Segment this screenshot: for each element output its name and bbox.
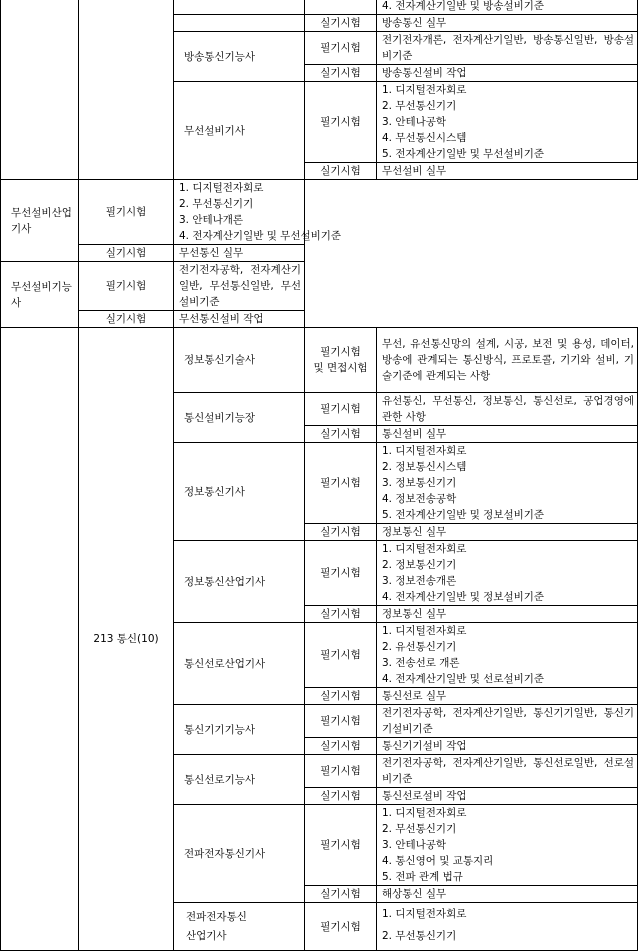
qual-name-cell: 정보통신기사 [174,443,305,541]
subject-item: 4. 통신영어 및 교통지리 [382,855,494,867]
exam-type-cell: 필기시험 [305,393,377,426]
exam-type-cell: 실기시험 [305,688,377,705]
subject-item: 1. 디지털전자회로 [382,625,467,637]
subject-item: 5. 전자계산기일반 및 정보설비기준 [382,509,545,521]
subject-cell: 전기전자공학, 전자계산기일반, 무선통신일반, 무선설비기준 [174,262,305,311]
subject-item: 3. 정보통신기기 [382,477,457,489]
subject-item: 2. 정보통신기기 [382,559,457,571]
subject-item: 5. 전파 관계 법규 [382,871,463,883]
qual-name-cell: 정보통신기술사 [174,328,305,393]
exam-type-cell: 실기시험 [305,426,377,443]
subject-item: 3. 안테나개론 [179,214,244,226]
exam-type-cell: 실기시험 [305,886,377,903]
subject-cell: 정보통신 실무 [377,524,638,541]
subject-item: 1. 디지털전자회로 [382,445,467,457]
exam-type-cell: 필기시험 [305,705,377,738]
subject-list-cell [174,180,342,245]
subject-list-cell [377,623,638,688]
subject-item: 2. 유선통신기기 [382,641,457,653]
qual-name-cell [174,903,305,951]
qual-name-cell: 정보통신산업기사 [174,541,305,623]
subject-list-cell [377,805,638,886]
subject-item: 1. 디지털전자회로 [382,807,467,819]
subject-cell: 전기전자공학, 전자계산기일반, 통신선로일반, 선로설비기준 [377,755,638,788]
subject-cell: 방송통신 실무 [377,15,638,32]
exam-type-cell: 실기시험 [79,245,174,262]
subject-cell: 해상통신 실무 [377,886,638,903]
subject-cell: 통신기기설비 작업 [377,738,638,755]
subject-cell: 전기전자개론, 전자계산기일반, 방송통신일반, 방송설비기준 [377,32,638,65]
subject-item: 1. 디지털전자회로 [179,182,264,194]
exam-type-cell [305,328,377,393]
exam-type-cell: 필기시험 [305,755,377,788]
exam-type-cell: 실기시험 [305,65,377,82]
exam-type-cell: 필기시험 [305,82,377,163]
subject-cell: 4. 전자계산기일반 및 방송설비기준 [377,0,638,15]
subject-list-cell [377,443,638,524]
exam-type-cell: 실기시험 [305,738,377,755]
subject-item: 3. 안테나공학 [382,839,447,851]
subject-list-cell [377,82,638,163]
category-cell: 213 통신(10) [79,328,174,951]
subject-cell: 통신선로 실무 [377,688,638,705]
subject-item: 4. 정보전송공학 [382,493,457,505]
subject-cell: 통신설비 실무 [377,426,638,443]
exam-type-cell: 필기시험 [79,180,174,245]
subject-cell: 유선통신, 무선통신, 정보통신, 통신선로, 공업경영에 관한 사항 [377,393,638,426]
subject-cell: 전기전자공학, 전자계산기일반, 통신기기일반, 통신기기설비기준 [377,705,638,738]
qual-name-cell: 무선설비기능사 [1,262,79,328]
subject-item: 2. 무선통신기기 [382,930,457,942]
qual-name-line: 전파전자통신 [186,910,247,923]
subject-item: 4. 무선통신시스템 [382,132,467,144]
subject-item: 2. 무선통신기기 [382,823,457,835]
qual-name-cell: 통신선로기능사 [174,755,305,805]
exam-type-cell: 필기시험 [79,262,174,311]
exam-type-cell: 실기시험 [79,311,174,328]
subject-item: 4. 전자계산기일반 및 정보설비기준 [382,591,545,603]
exam-type-cell: 실기시험 [305,524,377,541]
qual-name-cell: 무선설비산업기사 [1,180,79,262]
exam-type-cell: 필기시험 [305,443,377,524]
exam-type-label: 필기시험 [320,346,361,358]
subject-item: 3. 정보전송개론 [382,575,457,587]
subject-item: 2. 정보통신시스템 [382,461,467,473]
exam-type-cell: 실기시험 [305,15,377,32]
subject-item: 1. 디지털전자회로 [382,543,467,555]
exam-type-cell: 필기시험 [305,903,377,951]
qual-name-cell: 통신선로산업기사 [174,623,305,705]
subject-cell: 무선통신설비 작업 [174,311,305,328]
subject-item: 3. 안테나공학 [382,116,447,128]
exam-type-cell: 필기시험 [305,541,377,606]
subject-item: 1. 디지털전자회로 [382,84,467,96]
qual-name-cell-prev [174,15,305,32]
subject-list-cell [377,541,638,606]
subject-item: 5. 전자계산기일반 및 무선설비기준 [382,148,545,160]
subject-item: 3. 전송선로 개론 [382,657,460,669]
subject-cell: 무선통신 실무 [174,245,305,262]
qual-name-cell: 통신설비기능장 [174,393,305,443]
qual-name-line: 산업기사 [186,929,227,942]
exam-type-cell: 필기시험 [305,805,377,886]
subject-item: 4. 전자계산기일반 및 선로설비기준 [382,673,545,685]
qual-name-cell-prev [174,0,305,15]
qual-name-cell: 통신기기기능사 [174,705,305,755]
qual-name-cell: 전파전자통신기사 [174,805,305,903]
exam-type-cell: 필기시험 [305,32,377,65]
subject-item: 4. 전자계산기일반 및 무선설비기준 [179,230,342,242]
subject-item: 2. 무선통신기기 [382,100,457,112]
exam-type-cell: 실기시험 [305,788,377,805]
subject-cell: 무선설비 실무 [377,163,638,180]
qual-name-cell: 방송통신기능사 [174,32,305,82]
subject-cell: 통신선로설비 작업 [377,788,638,805]
subject-cell: 방송통신설비 작업 [377,65,638,82]
subject-list-cell [377,903,638,951]
exam-type-label: 및 면접시험 [313,362,368,374]
exam-type-cell: 필기시험 [305,623,377,688]
field-cell [1,328,79,951]
subject-item: 1. 디지털전자회로 [382,908,467,920]
subject-cell: 정보통신 실무 [377,606,638,623]
qual-name-cell: 무선설비기사 [174,82,305,180]
category-cell-prev [79,0,174,180]
subject-item: 2. 무선통신기기 [179,198,254,210]
exam-type-cell: 실기시험 [305,606,377,623]
exam-type-cell [305,0,377,15]
exam-type-cell: 실기시험 [305,163,377,180]
field-cell-prev [1,0,79,180]
subject-cell: 무선, 유선통신망의 설계, 시공, 보전 및 용성, 데이터, 방송에 관계되는 통신방식, 프로토콜, 기기와 설비, 기술기준에 관계되는 사항 [377,328,638,393]
